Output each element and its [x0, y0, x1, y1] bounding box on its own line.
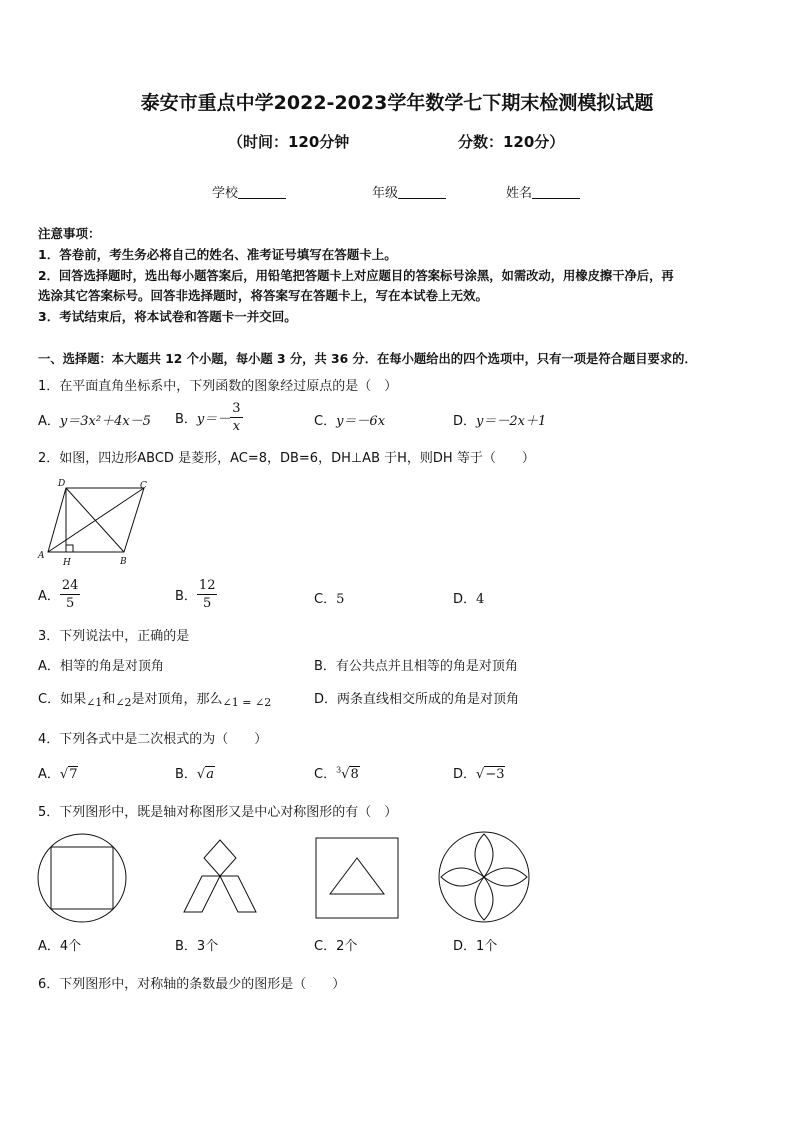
q3-option-d: D．两条直线相交所成的角是对顶角: [314, 692, 520, 707]
name-field: [506, 182, 580, 201]
exam-time: （时间：120分钟: [228, 133, 350, 151]
diagonal-db: [66, 488, 124, 552]
note-1: 1．答卷前，考生务必将自己的姓名、准考证号填写在答题卡上。: [38, 247, 397, 262]
q1-option-b: B．y＝－ $\frac{3}{x}$: [175, 401, 241, 434]
label-h: H: [63, 558, 71, 568]
name-blank: [532, 186, 580, 199]
q5-option-a: A．4个: [38, 939, 82, 954]
name-label: 姓名: [506, 186, 533, 201]
note-2b: 选涂其它答案标号。回答非选择题时，将答案写在答题卡上，写在本试卷上无效。: [38, 288, 489, 303]
q4-stem: 4．下列各式中是二次根式的为（ ）: [38, 732, 268, 747]
right-angle-mark: [66, 545, 73, 552]
q2-stem: 2．如图，四边形ABCD 是菱形，AC=8，DB=6，DH⊥AB 于H，则DH 等于（ ）: [38, 451, 535, 466]
q4-option-b: B．√a: [175, 767, 214, 782]
label-d: D: [58, 479, 66, 489]
q5-option-d: D．1个: [453, 939, 498, 954]
note-2a: 2．回答选择题时，选出每小题答案后，用铅笔把答题卡上对应题目的答案标号涂黑，如需改动，用橡皮擦干净后，再: [38, 269, 674, 283]
q1-option-c: C．y＝－6x: [314, 414, 386, 429]
grade-field: [372, 182, 446, 201]
notes-heading: 注意事项：: [38, 226, 101, 241]
label-c: C: [140, 481, 147, 491]
diagonal-ac: [48, 488, 144, 552]
q3-option-b: B．有公共点并且相等的角是对顶角: [314, 659, 518, 674]
q4-option-d: D．√−3: [453, 767, 505, 782]
q3-option-a: A．相等的角是对顶角: [38, 659, 164, 674]
q5-stem: 5．下列图形中，既是轴对称图形又是中心对称图形的有（ ）: [38, 805, 398, 820]
q1-option-a: A．y＝3x²＋4x－5: [38, 414, 151, 429]
circle-square-figure: [36, 832, 130, 926]
q2-option-d: D．4: [453, 592, 485, 607]
q4-option-a: A．√7: [38, 767, 78, 782]
grade-blank: [398, 186, 446, 199]
q6-stem: 6．下列图形中，对称轴的条数最少的图形是（ ）: [38, 977, 346, 992]
q2-option-b: B． $\frac{12}{5}$: [175, 578, 216, 611]
q3-option-c: C．如果$_{\angle 1}$和$_{\angle 2}$是对顶角，那么$_{\angle 1 = \angle 2}$: [38, 692, 272, 709]
school-blank: [238, 186, 286, 199]
q5-option-b: B．3个: [175, 939, 219, 954]
q3-stem: 3．下列说法中，正确的是: [38, 629, 190, 644]
school-label: 学校: [212, 186, 239, 201]
q1-stem: 1．在平面直角坐标系中，下列函数的图象经过原点的是（ ）: [38, 379, 398, 394]
q5-option-c: C．2个: [314, 939, 358, 954]
circle-petals-figure: [437, 830, 533, 926]
label-b: B: [120, 557, 127, 567]
school-field: [212, 182, 286, 201]
exam-score: 分数：120分）: [458, 133, 565, 151]
page-title: 泰安市重点中学2022-2023学年数学七下期末检测模拟试题: [140, 92, 654, 114]
q1-option-d: D．y＝－2x＋1: [453, 414, 547, 429]
rhombus-figure: [36, 476, 156, 568]
note-3: 3．考试结束后，将本试卷和答题卡一并交回。: [38, 309, 297, 324]
grade-label: 年级: [372, 186, 399, 201]
q4-option-c: C．$^3$√8: [314, 765, 359, 782]
section-heading: 一、选择题：本大题共 12 个小题，每小题 3 分，共 36 分．在每小题给出的四个选项中，只有一项是符合题目要求的．: [38, 352, 697, 366]
square-triangle-figure: [314, 836, 404, 922]
label-a: A: [38, 551, 45, 561]
three-rhombus-figure: [170, 838, 270, 918]
q2-option-a: A． $\frac{24}{5}$: [38, 578, 79, 611]
q2-option-c: C．5: [314, 592, 345, 607]
